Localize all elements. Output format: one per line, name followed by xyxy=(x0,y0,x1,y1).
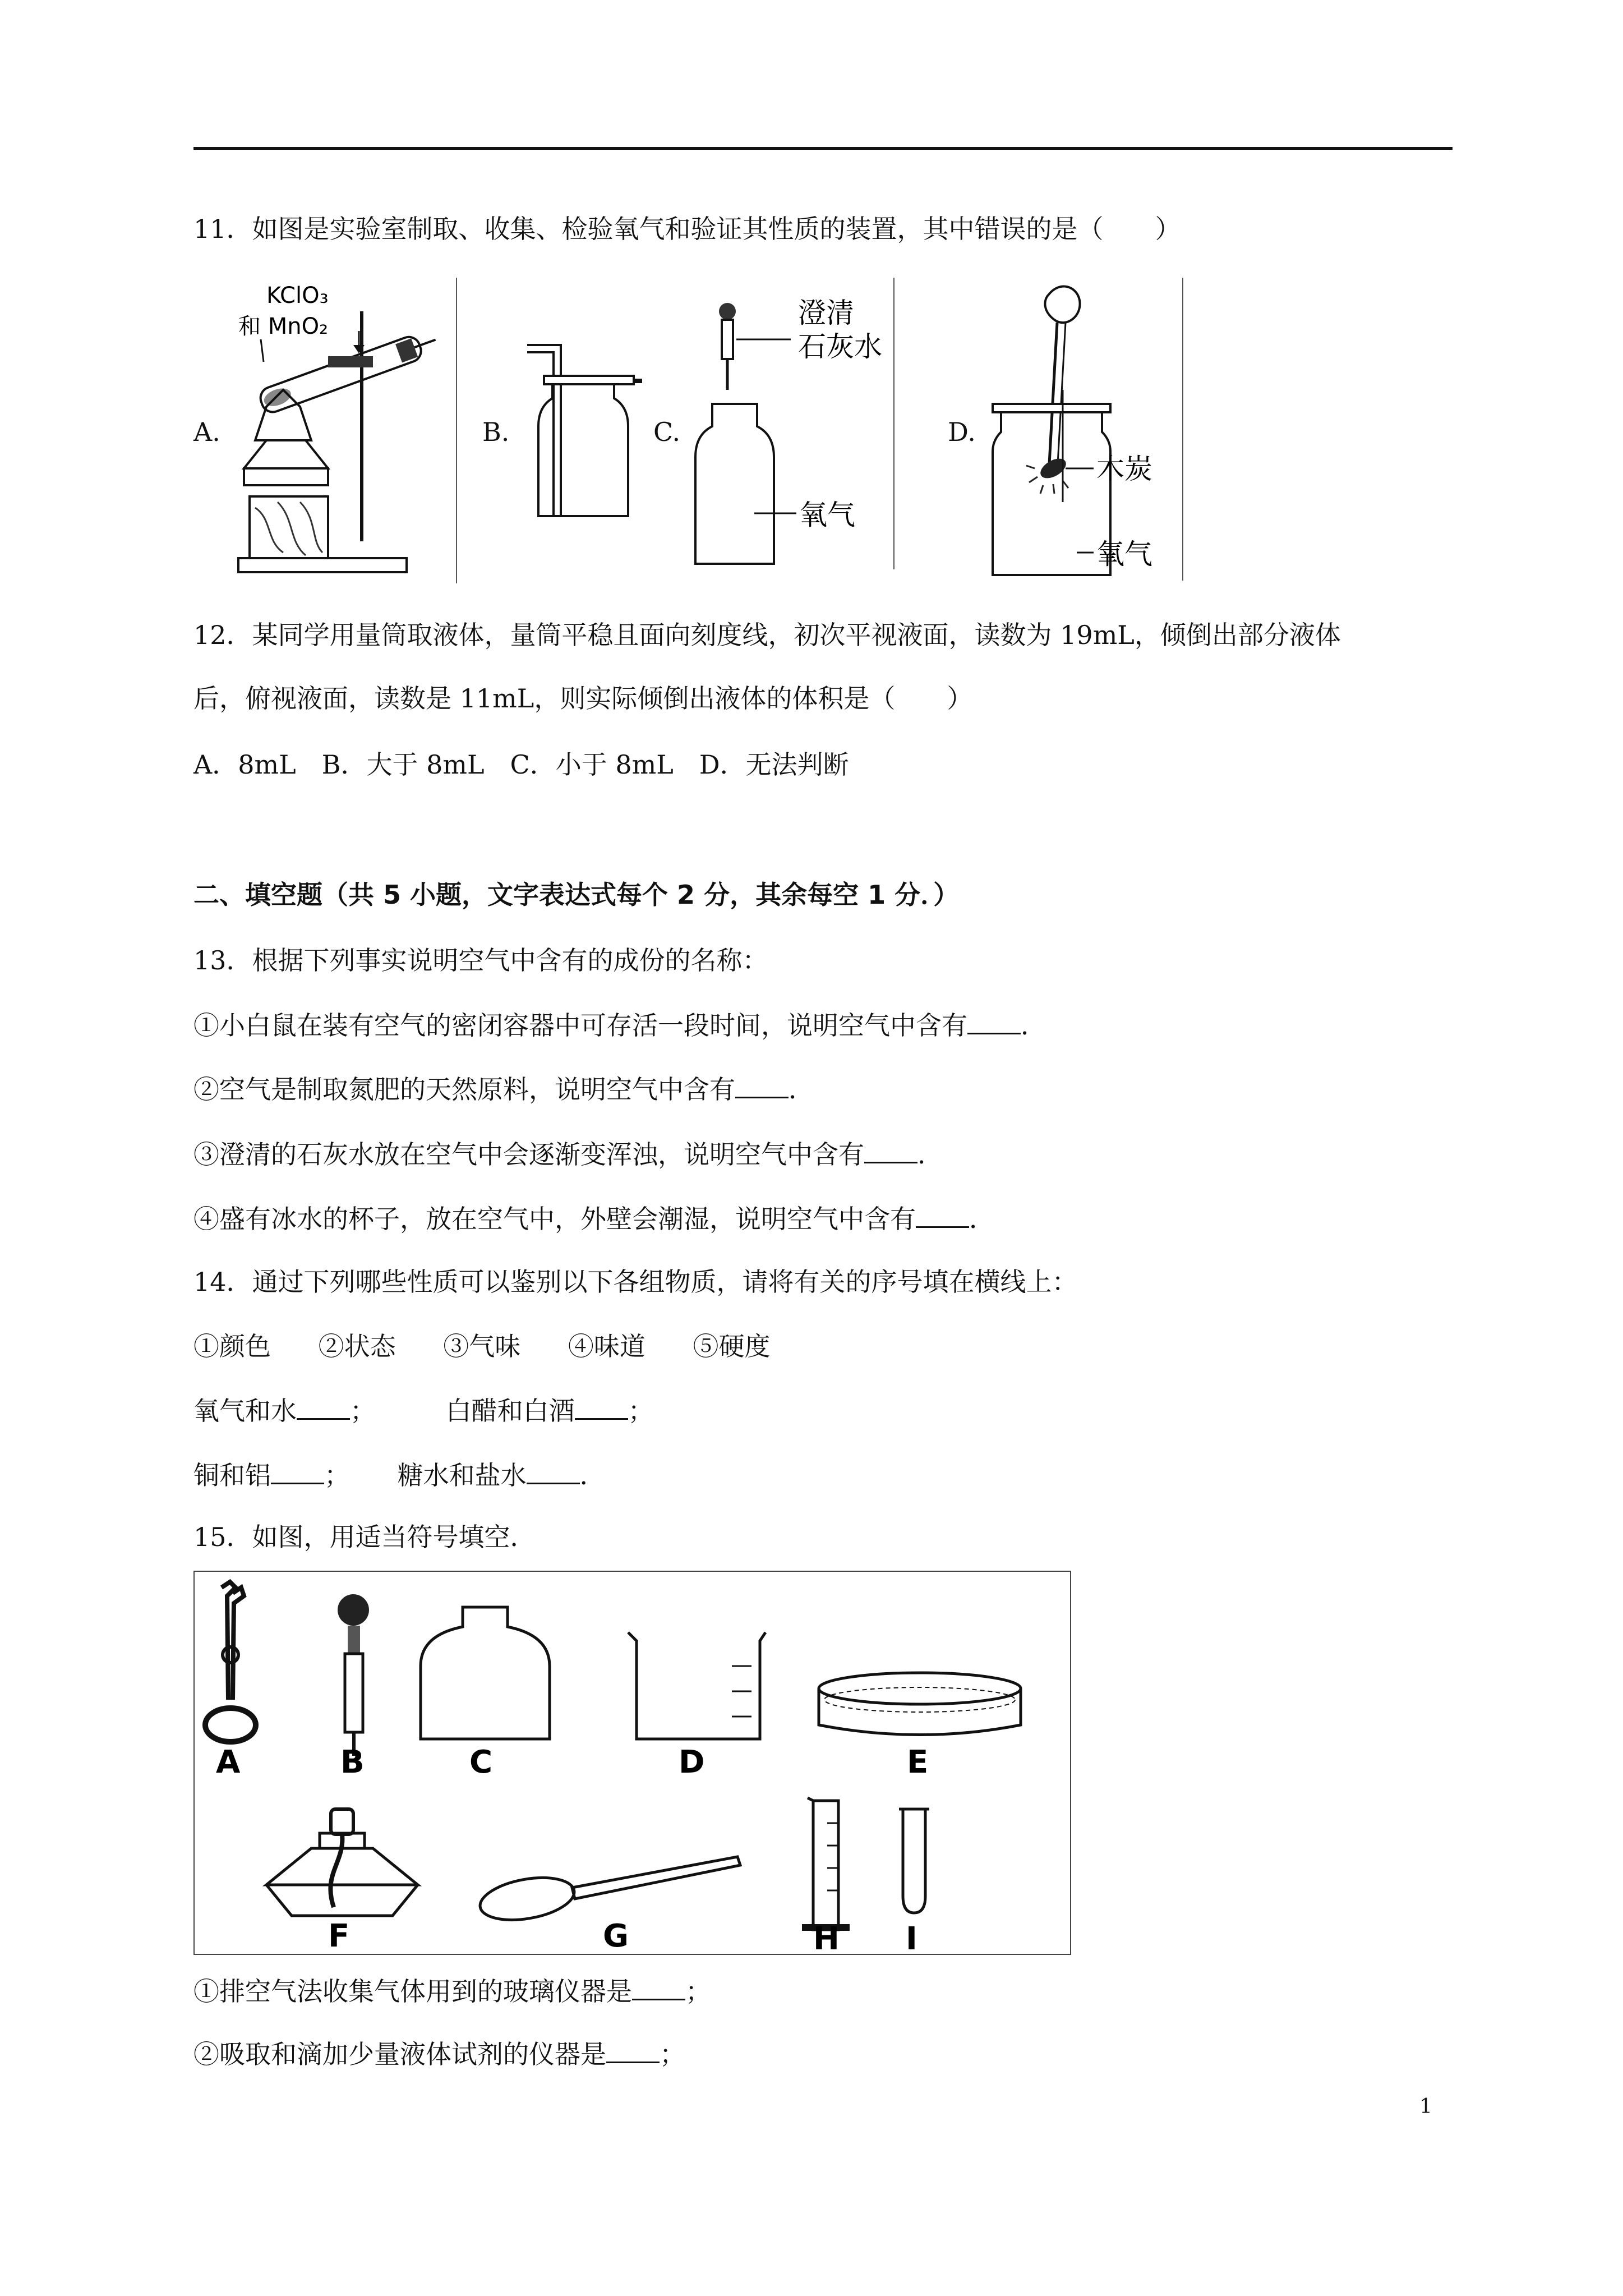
instrument-a-tongs xyxy=(205,1582,256,1742)
instrument-i-test-tube xyxy=(899,1809,929,1913)
label-a: A xyxy=(216,1744,241,1780)
property-odor: ③气味 xyxy=(443,1331,521,1361)
label-g: G xyxy=(603,1918,629,1954)
q11-figure-c xyxy=(693,278,895,569)
q15-item-1 xyxy=(193,1975,711,2008)
label-b: B xyxy=(340,1744,365,1780)
fig-c-reagent-2: 石灰水 xyxy=(798,330,882,363)
answer-blank[interactable] xyxy=(632,1976,685,2000)
fig-d-gas: 氧气 xyxy=(1096,538,1152,570)
separator: ； xyxy=(628,1396,654,1426)
q13-item-3-text: ③澄清的石灰水放在空气中会逐渐变浑浊，说明空气中含有 xyxy=(193,1139,864,1170)
instrument-f-alcohol-lamp xyxy=(266,1809,418,1916)
header-rule xyxy=(193,147,1453,150)
answer-blank[interactable] xyxy=(575,1396,628,1420)
label-c: C xyxy=(469,1744,493,1780)
label-d: D xyxy=(679,1744,705,1780)
answer-blank[interactable] xyxy=(864,1139,917,1163)
answer-blank[interactable] xyxy=(271,1460,324,1484)
answer-blank[interactable] xyxy=(735,1074,789,1098)
period: ． xyxy=(1021,1010,1046,1041)
q13-item-2-text: ②空气是制取氮肥的天然原料，说明空气中含有 xyxy=(193,1074,735,1105)
q11-option-d-label: D. xyxy=(948,417,976,447)
q14-properties xyxy=(193,1329,771,1363)
instrument-b-dropper xyxy=(338,1594,369,1756)
instrument-g-spoon xyxy=(477,1857,740,1926)
label-f: F xyxy=(328,1918,350,1954)
fig-c-reagent-1: 澄清 xyxy=(798,297,854,329)
fig-a-reagent-1: KClO₃ xyxy=(266,283,329,309)
q12-line-2: 后，俯视液面，读数是 11mL，则实际倾倒出液体的体积是（ ） xyxy=(193,683,973,714)
label-i: I xyxy=(906,1921,917,1955)
pair-copper-aluminum: 铜和铝 xyxy=(193,1460,271,1490)
answer-blank[interactable] xyxy=(967,1010,1021,1034)
q11-option-a-label: A. xyxy=(193,417,220,447)
answer-blank[interactable] xyxy=(297,1396,350,1420)
answer-blank[interactable] xyxy=(916,1204,969,1228)
pair-vinegar-liquor: 白醋和白酒 xyxy=(445,1396,575,1426)
pair-sugar-salt-water: 糖水和盐水 xyxy=(397,1460,527,1490)
q14-pairs-row-1 xyxy=(193,1394,654,1428)
separator: ； xyxy=(685,1976,711,2007)
label-e: E xyxy=(907,1744,929,1780)
q12-line-1: 12．某同学用量筒取液体，量筒平稳且面向刻度线，初次平视液面，读数为 19mL，倾倒出部分液体 xyxy=(193,620,1341,650)
separator: ． xyxy=(579,1460,606,1490)
q11-option-b-label: B. xyxy=(482,417,510,447)
q14-stem: 14．通过下列哪些性质可以鉴别以下各组物质，请将有关的序号填在横线上： xyxy=(193,1267,1078,1297)
q15-stem: 15．如图，用适当符号填空． xyxy=(193,1522,536,1552)
separator: ； xyxy=(660,2039,685,2069)
property-hardness: ⑤硬度 xyxy=(693,1331,771,1361)
instrument-e-dish xyxy=(819,1673,1021,1735)
pair-oxygen-water: 氧气和水 xyxy=(193,1396,297,1426)
q11-figure-d xyxy=(987,278,1183,581)
instrument-h-graduated-cylinder xyxy=(802,1798,850,1931)
property-state: ②状态 xyxy=(318,1331,396,1361)
q11-figure-b xyxy=(522,331,645,524)
separator: ； xyxy=(324,1460,350,1490)
period: ． xyxy=(969,1204,995,1234)
section-2-title: 二、填空题（共 5 小题，文字表达式每个 2 分，其余每空 1 分．） xyxy=(193,880,960,910)
property-color: ①颜色 xyxy=(193,1331,271,1361)
q13-item-4-text: ④盛有冰水的杯子，放在空气中，外壁会潮湿，说明空气中含有 xyxy=(193,1204,916,1234)
separator: ； xyxy=(350,1396,376,1426)
q15-item-2-text: ②吸取和滴加少量液体试剂的仪器是 xyxy=(193,2039,606,2069)
q15-item-1-text: ①排空气法收集气体用到的玻璃仪器是 xyxy=(193,1976,632,2007)
fig-c-gas: 氧气 xyxy=(799,499,855,531)
answer-blank[interactable] xyxy=(527,1460,580,1484)
q13-item-1-text: ①小白鼠在装有空气的密闭容器中可存活一段时间，说明空气中含有 xyxy=(193,1010,967,1041)
property-taste: ④味道 xyxy=(568,1331,645,1361)
q13-item-1 xyxy=(193,1009,1046,1042)
label-h: H xyxy=(813,1921,840,1955)
page-number: 1 xyxy=(1419,2095,1432,2118)
fig-d-solid: 木炭 xyxy=(1096,453,1152,485)
q14-pairs-row-2 xyxy=(193,1458,606,1492)
q12-options: A．8mL B．大于 8mL C．小于 8mL D．无法判断 xyxy=(193,749,849,780)
q13-item-3 xyxy=(193,1138,943,1171)
q11-figure-a xyxy=(233,278,457,583)
instrument-d-beaker xyxy=(628,1632,766,1739)
q13-stem: 13．根据下列事实说明空气中含有的成份的名称： xyxy=(193,945,768,976)
period: ． xyxy=(917,1139,943,1170)
q11-stem: 11．如图是实验室制取、收集、检验氧气和验证其性质的装置，其中错误的是（ ） xyxy=(193,214,1181,244)
fig-a-reagent-2: 和 MnO₂ xyxy=(238,314,329,339)
q15-instruments-figure xyxy=(193,1571,1071,1955)
period: ． xyxy=(789,1074,814,1105)
q13-item-4 xyxy=(193,1202,995,1236)
instrument-c-gas-jar xyxy=(421,1607,550,1739)
q13-item-2 xyxy=(193,1073,814,1106)
q11-option-c-label: C. xyxy=(653,417,681,447)
answer-blank[interactable] xyxy=(606,2039,660,2063)
q15-item-2 xyxy=(193,2037,685,2071)
